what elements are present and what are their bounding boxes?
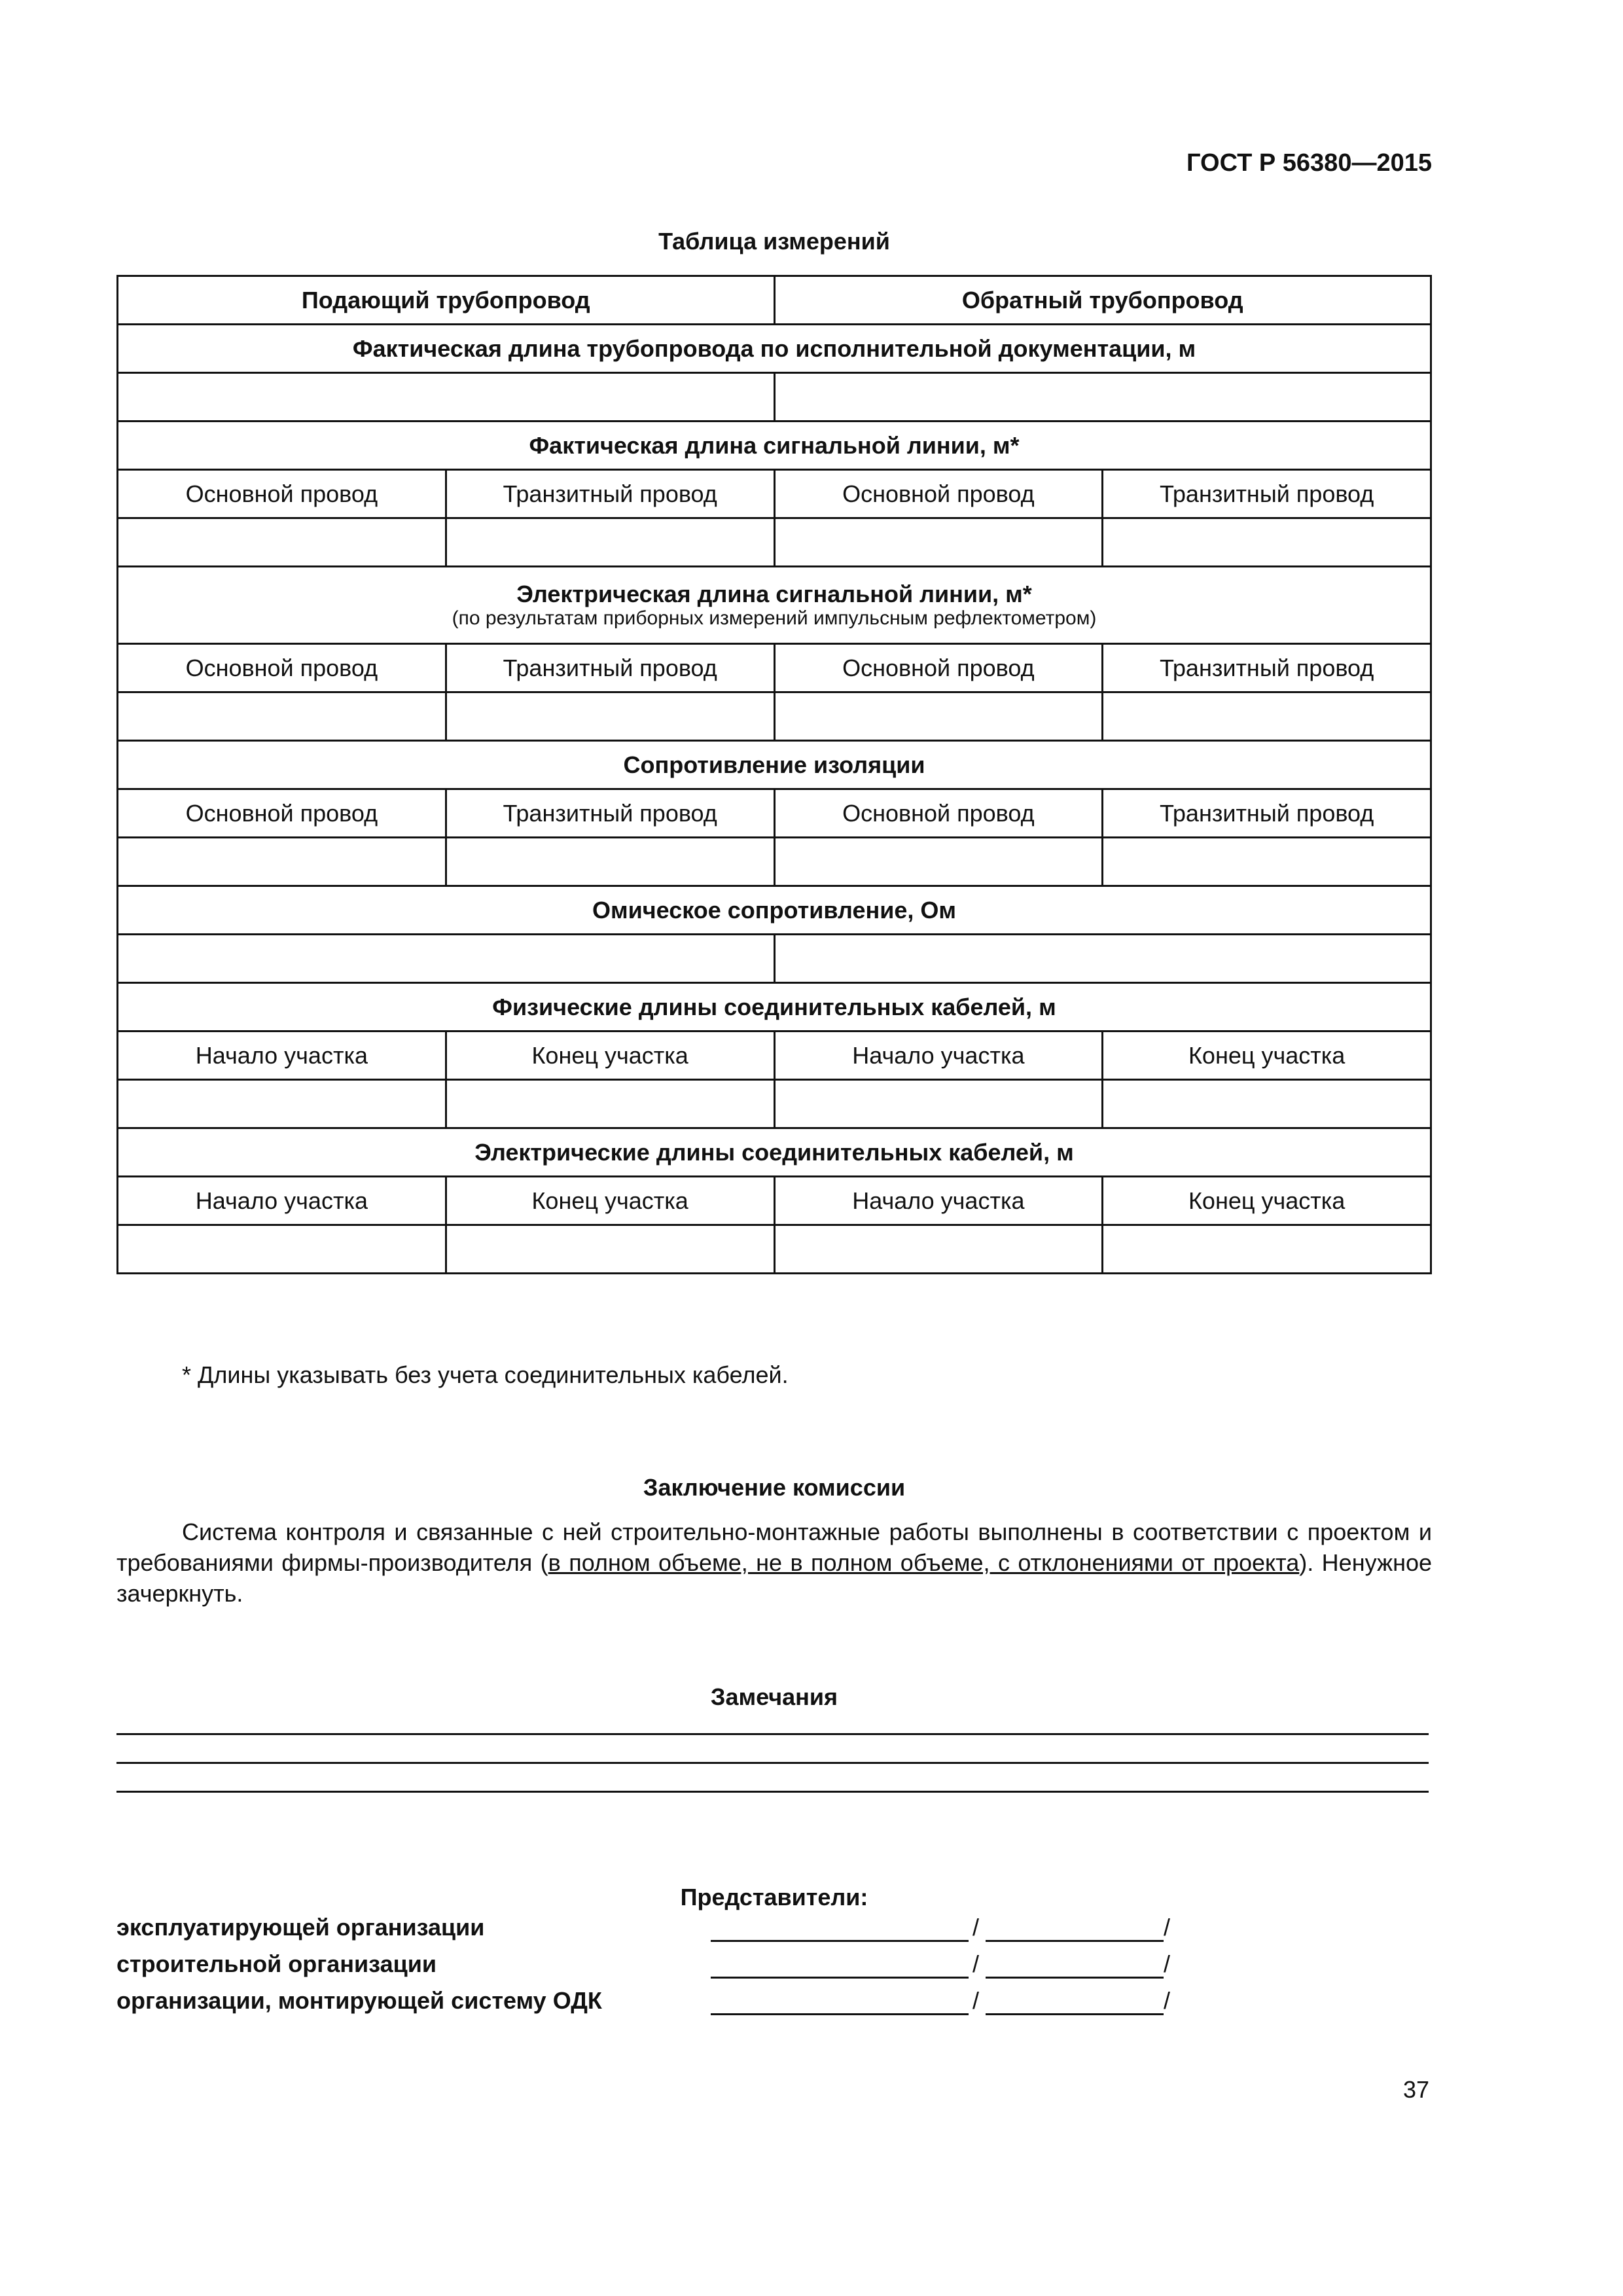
table-row <box>118 1031 1431 1080</box>
table-cell-empty[interactable] <box>118 838 446 886</box>
table-cell-empty[interactable] <box>118 518 446 567</box>
representative-label: строительной организации <box>116 1950 437 1977</box>
remarks-line[interactable] <box>116 1791 1429 1793</box>
page-number: 37 <box>1402 2076 1429 2103</box>
representative-label: эксплуатирующей организации <box>116 1914 485 1941</box>
wire-label: Транзитный провод <box>1103 470 1431 518</box>
table-row <box>118 276 1431 325</box>
table-cell-empty[interactable] <box>118 1080 446 1128</box>
table-row <box>118 838 1431 886</box>
table-cell-empty[interactable] <box>1103 1080 1431 1128</box>
table-cell-empty[interactable] <box>446 692 774 741</box>
section-electrical-signal-note: (по результатам приборных измерений импульсным рефлектометром) <box>452 607 1097 629</box>
signature-line[interactable] <box>711 1977 969 1979</box>
wire-label: Основной провод <box>774 470 1103 518</box>
table-row <box>118 470 1431 518</box>
conclusion-text-part1: Система контроля и связанные с ней строительно-монтажные работы выполнены в соответствии с проектом и требованиями фирмы-производителя ( <box>116 1518 1432 1576</box>
document-code: ГОСТ Р 56380—2015 <box>1186 149 1432 177</box>
table-cell-empty[interactable] <box>118 692 446 741</box>
section-electrical-signal-length <box>118 567 1431 644</box>
segment-label: Конец участка <box>446 1177 774 1225</box>
signature-slash: / <box>972 1950 980 1977</box>
col-header-supply: Подающий трубопровод <box>118 276 775 325</box>
signature-slash: / <box>1164 1914 1171 1941</box>
representative-row <box>116 1914 1229 1946</box>
representative-row <box>116 1950 1229 1983</box>
table-row <box>118 692 1431 741</box>
wire-label: Основной провод <box>118 470 446 518</box>
section-electrical-cable-lengths: Электрические длины соединительных кабелей, м <box>118 1128 1431 1177</box>
table-cell-empty[interactable] <box>774 935 1431 983</box>
section-actual-pipe-length: Фактическая длина трубопровода по исполнительной документации, м <box>118 325 1431 373</box>
table-row <box>118 886 1431 935</box>
table-row <box>118 1177 1431 1225</box>
table-row <box>118 567 1431 644</box>
table-row <box>118 1080 1431 1128</box>
table-cell-empty[interactable] <box>1103 1225 1431 1274</box>
wire-label: Основной провод <box>774 644 1103 692</box>
segment-label: Конец участка <box>1103 1031 1431 1080</box>
signature-line[interactable] <box>711 2013 969 2015</box>
representatives-title: Представители: <box>680 1884 868 1910</box>
table-cell-empty[interactable] <box>774 1080 1103 1128</box>
table-cell-empty[interactable] <box>774 518 1103 567</box>
wire-label: Основной провод <box>118 644 446 692</box>
table-row <box>118 935 1431 983</box>
table-row <box>118 789 1431 838</box>
representative-row <box>116 1987 1229 2020</box>
wire-label: Транзитный провод <box>1103 644 1431 692</box>
signature-slash: / <box>972 1914 980 1941</box>
segment-label: Начало участка <box>774 1031 1103 1080</box>
table-cell-empty[interactable] <box>1103 838 1431 886</box>
table-cell-empty[interactable] <box>1103 518 1431 567</box>
wire-label: Транзитный провод <box>1103 789 1431 838</box>
segment-label: Конец участка <box>446 1031 774 1080</box>
table-title: Таблица измерений <box>658 228 890 255</box>
table-cell-empty[interactable] <box>118 935 775 983</box>
table-cell-empty[interactable] <box>446 1225 774 1274</box>
table-cell-empty[interactable] <box>774 838 1103 886</box>
table-row <box>118 373 1431 422</box>
table-row <box>118 325 1431 373</box>
section-electrical-signal-length-title: Электрическая длина сигнальной линии, м* <box>516 580 1032 607</box>
section-signal-line-length: Фактическая длина сигнальной линии, м* <box>118 422 1431 470</box>
wire-label: Транзитный провод <box>446 789 774 838</box>
conclusion-options[interactable]: в полном объеме, не в полном объеме, с отклонениями от проекта <box>548 1549 1300 1576</box>
measurements-table <box>116 275 1432 1274</box>
wire-label: Транзитный провод <box>446 470 774 518</box>
table-cell-empty[interactable] <box>118 373 775 422</box>
section-insulation-resistance: Сопротивление изоляции <box>118 741 1431 789</box>
footnote: * Длины указывать без учета соединительных кабелей. <box>182 1361 789 1388</box>
segment-label: Конец участка <box>1103 1177 1431 1225</box>
section-physical-cable-lengths: Физические длины соединительных кабелей, м <box>118 983 1431 1031</box>
table-cell-empty[interactable] <box>774 373 1431 422</box>
conclusion-text-part2: ). Ненужное зачеркнуть. <box>116 1549 1432 1607</box>
conclusion-title: Заключение комиссии <box>643 1474 906 1501</box>
table-row <box>118 741 1431 789</box>
remarks-line[interactable] <box>116 1733 1429 1735</box>
segment-label: Начало участка <box>774 1177 1103 1225</box>
conclusion-text <box>116 1517 1432 1609</box>
wire-label: Основной провод <box>774 789 1103 838</box>
table-row <box>118 983 1431 1031</box>
remarks-title: Замечания <box>710 1683 838 1710</box>
name-line[interactable] <box>986 2013 1164 2015</box>
segment-label: Начало участка <box>118 1031 446 1080</box>
table-cell-empty[interactable] <box>774 1225 1103 1274</box>
table-cell-empty[interactable] <box>1103 692 1431 741</box>
wire-label: Основной провод <box>118 789 446 838</box>
name-line[interactable] <box>986 1940 1164 1942</box>
signature-line[interactable] <box>711 1940 969 1942</box>
signature-slash: / <box>1164 1950 1171 1977</box>
table-row <box>118 422 1431 470</box>
table-row <box>118 644 1431 692</box>
segment-label: Начало участка <box>118 1177 446 1225</box>
col-header-return: Обратный трубопровод <box>774 276 1431 325</box>
signature-slash: / <box>972 1987 980 2014</box>
name-line[interactable] <box>986 1977 1164 1979</box>
table-cell-empty[interactable] <box>774 692 1103 741</box>
table-cell-empty[interactable] <box>446 838 774 886</box>
table-cell-empty[interactable] <box>446 1080 774 1128</box>
table-row <box>118 1225 1431 1274</box>
table-row <box>118 518 1431 567</box>
remarks-line[interactable] <box>116 1762 1429 1764</box>
table-cell-empty[interactable] <box>446 518 774 567</box>
wire-label: Транзитный провод <box>446 644 774 692</box>
representative-label: организации, монтирующей систему ОДК <box>116 1987 602 2014</box>
signature-slash: / <box>1164 1987 1171 2014</box>
section-ohmic-resistance: Омическое сопротивление, Ом <box>118 886 1431 935</box>
table-row <box>118 1128 1431 1177</box>
table-cell-empty[interactable] <box>118 1225 446 1274</box>
